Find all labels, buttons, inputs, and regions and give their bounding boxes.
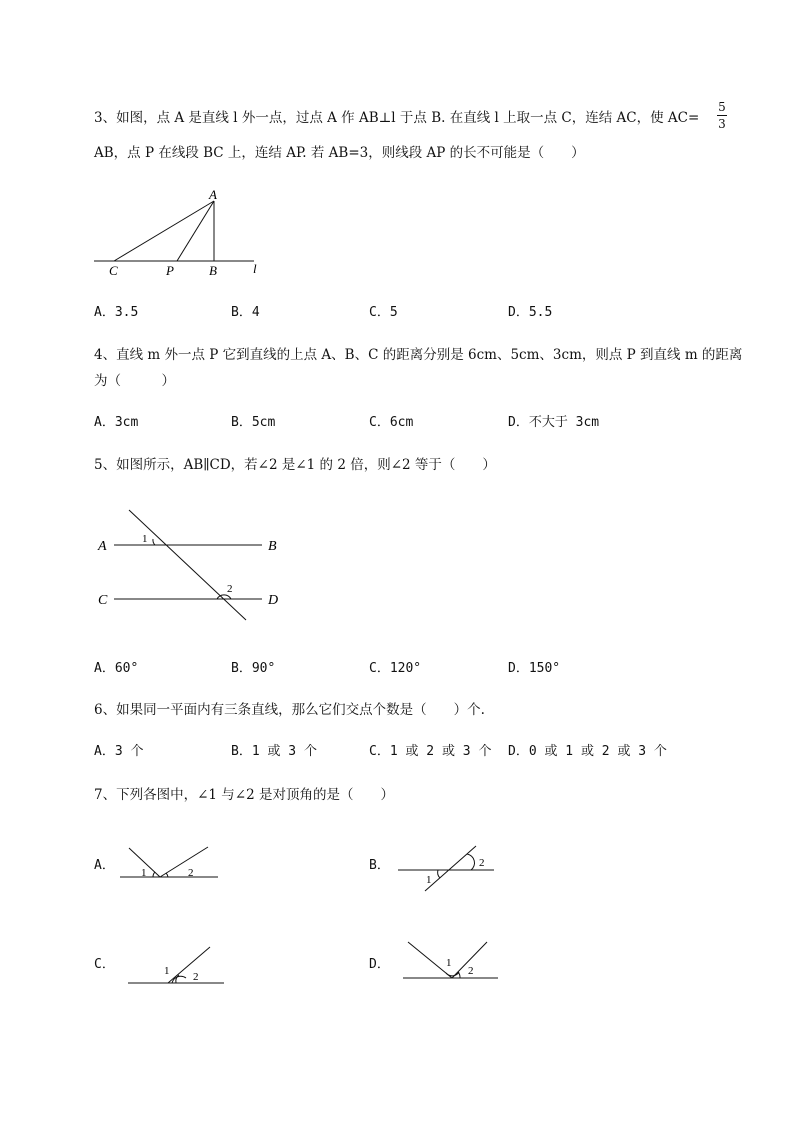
q3-label-c: C	[109, 263, 118, 278]
q7b-label-1: 1	[426, 874, 432, 886]
q5-label-b: B	[268, 539, 277, 554]
q3-text-line1: 3、如图，点 A 是直线 l 外一点，过点 A 作 AB⊥l 于点 B. 在直线 l 上取一点 C，连结 AC，使 AC=	[94, 110, 700, 126]
q7-figure-a	[120, 847, 218, 879]
q3-fraction-denominator: 3	[718, 117, 726, 131]
q6-option-d[interactable]: D．0 或 1 或 2 或 3 个	[508, 744, 667, 759]
q4-option-c[interactable]: C．6cm	[369, 415, 414, 430]
q3-fraction-numerator: 5	[718, 100, 726, 114]
q7-option-d[interactable]: D．	[369, 957, 390, 972]
q7a-label-1: 1	[141, 867, 147, 879]
q5-option-d[interactable]: D．150°	[508, 661, 561, 676]
q3-label-b: B	[209, 263, 217, 278]
q4-option-d[interactable]: D．不大于 3cm	[508, 415, 600, 430]
q5-label-d: D	[268, 593, 279, 608]
q7-figure-d	[403, 942, 498, 978]
q7d-label-2: 2	[468, 965, 474, 977]
q3-label-p: P	[166, 263, 174, 278]
q3-option-d[interactable]: D．5.5	[508, 305, 553, 320]
q7a-label-2: 2	[188, 867, 194, 879]
q7-text-line1: 7、下列各图中，∠1 与∠2 是对顶角的是（ ）	[94, 787, 394, 803]
q7-option-b[interactable]: B．	[369, 858, 390, 873]
q3-text-line2: AB，点 P 在线段 BC 上，连结 AP. 若 AB=3，则线段 AP 的长不可能是（ ）	[94, 145, 585, 161]
q6-text-line1: 6、如果同一平面内有三条直线，那么它们交点个数是（ ）个.	[94, 702, 485, 718]
q5-option-b[interactable]: B．90°	[231, 661, 276, 676]
q3-label-a: A	[209, 187, 217, 202]
q6-option-b[interactable]: B．1 或 3 个	[231, 744, 317, 759]
q3-option-b[interactable]: B．4	[231, 305, 260, 320]
q7-figure-c	[128, 947, 224, 983]
q4-option-b[interactable]: B．5cm	[231, 415, 276, 430]
q7b-label-2: 2	[479, 857, 485, 869]
q7-option-c[interactable]: C．	[94, 957, 115, 972]
q7d-label-1: 1	[446, 957, 452, 969]
q3-label-l: l	[253, 261, 257, 276]
q6-option-a[interactable]: A．3 个	[94, 744, 144, 759]
q5-text-line1: 5、如图所示，AB∥CD，若∠2 是∠1 的 2 倍，则∠2 等于（ ）	[94, 457, 496, 473]
q5-option-c[interactable]: C．120°	[369, 661, 422, 676]
q5-label-angle2: 2	[227, 583, 233, 595]
q3-option-a[interactable]: A．3.5	[94, 305, 139, 320]
q5-label-angle1: 1	[142, 533, 148, 545]
q3-option-c[interactable]: C．5	[369, 305, 398, 320]
q4-text-line1: 4、直线 m 外一点 P 它到直线的上点 A、B、C 的距离分别是 6cm、5cm、3cm，则点 P 到直线 m 的距离	[94, 347, 743, 363]
q4-option-a[interactable]: A．3cm	[94, 415, 139, 430]
q6-option-c[interactable]: C．1 或 2 或 3 个	[369, 744, 492, 759]
q5-option-a[interactable]: A．60°	[94, 661, 139, 676]
q5-label-c: C	[98, 593, 108, 608]
q7c-label-1: 1	[164, 965, 170, 977]
q7-figure-b	[398, 846, 494, 891]
q4-text-line2: 为（ ）	[94, 373, 175, 389]
q7-option-a[interactable]: A．	[94, 858, 115, 873]
q5-label-a: A	[98, 539, 107, 554]
q7c-label-2: 2	[193, 971, 199, 983]
